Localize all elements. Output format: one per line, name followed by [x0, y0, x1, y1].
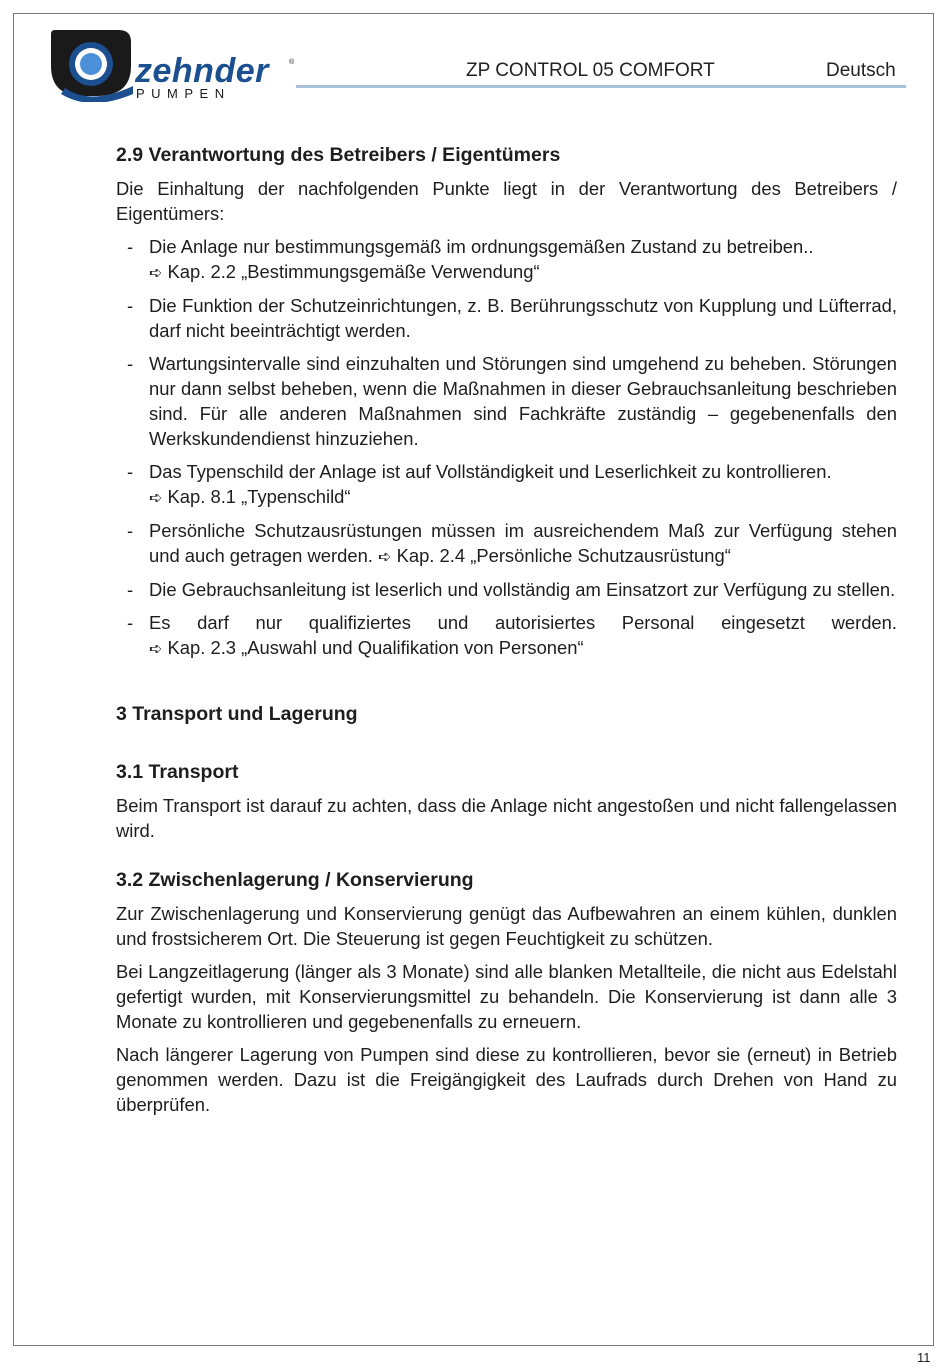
language-label: Deutsch [826, 60, 896, 81]
section-3-2-paragraph: Nach längerer Lagerung von Pumpen sind diese zu kontrollieren, bevor sie (erneut) in Betrieb genommen werden. Dazu ist die Freigängigkeit des Laufrads durch Drehen von Hand zu überprüfen. [116, 1044, 897, 1115]
list-item-text: Persönliche Schutzausrüstungen müssen im ausreichendem Maß zur Verfügung stehen und auch getragen werden. [149, 520, 897, 566]
chapter-reference-link[interactable]: Kap. 8.1 „Typenschild“ [167, 486, 351, 507]
list-item [116, 293, 897, 343]
dash-bullet: - [127, 612, 134, 633]
dash-bullet: - [127, 236, 134, 257]
list-item-text: Es darf nur qualifiziertes und autorisiertes Personal eingesetzt werden. [149, 612, 897, 633]
chapter-reference-link[interactable]: Kap. 2.3 „Auswahl und Qualifikation von Personen“ [167, 637, 584, 658]
list-item-text: Wartungsintervalle sind einzuhalten und Störungen sind umgehend zu beheben. Störungen nur dann selbst beheben, wenn die Maßnahmen in dieser Gebrauchsanleitung beschrieben sind. Für alle anderen Maßnahmen sind Fachkräfte zuständig – gegebenenfalls den Werkskundendienst hinzuziehen. [149, 353, 897, 449]
section-3-2-paragraph: Bei Langzeitlagerung (länger als 3 Monate) sind alle blanken Metallteile, die nicht aus Edelstahl gefertigt wurden, mit Konservierungsmittel zu behandeln. Die Konservierung ist dann alle 3 Monate zu kontrollieren und gegebenenfalls zu erneuern. [116, 961, 897, 1032]
list-item-text: Das Typenschild der Anlage ist auf Vollständigkeit und Leserlichkeit zu kontrollieren. [149, 461, 832, 482]
chapter-reference-link[interactable]: Kap. 2.2 „Bestimmungsgemäße Verwendung“ [167, 261, 540, 282]
dash-bullet: - [127, 461, 134, 482]
responsibility-list [116, 234, 897, 661]
zehnder-logo [47, 26, 297, 102]
arrow-reference-icon: ➪ [149, 263, 163, 282]
page-number: 11 [917, 1350, 931, 1365]
list-item [116, 351, 897, 451]
dash-bullet: - [127, 520, 134, 541]
chapter-reference-link[interactable]: Kap. 2.4 „Persönliche Schutzausrüstung“ [396, 545, 731, 566]
list-item-text: Die Anlage nur bestimmungsgemäß im ordnungsgemäßen Zustand zu betreiben.. [149, 236, 814, 257]
logo-subtitle: PUMPEN [136, 86, 231, 101]
page-content [116, 142, 897, 1117]
document-title: ZP CONTROL 05 COMFORT [466, 60, 715, 81]
section-2-9-intro: Die Einhaltung der nachfolgenden Punkte liegt in der Verantwortung des Betreibers / Eigentümers: [116, 178, 897, 224]
section-3-2-paragraph: Zur Zwischenlagerung und Konservierung genügt das Aufbewahren an einem kühlen, dunklen und frostsicherem Ort. Die Steuerung ist gegen Feuchtigkeit zu schützen. [116, 903, 897, 949]
section-2-9-heading: 2.9 Verantwortung des Betreibers / Eigentümers [116, 144, 561, 166]
header-divider [296, 85, 906, 88]
arrow-reference-icon: ➪ [149, 488, 163, 507]
arrow-reference-icon: ➪ [149, 639, 163, 658]
arrow-reference-icon: ➪ [378, 547, 392, 566]
section-3-heading: 3 Transport und Lagerung [116, 703, 358, 725]
dash-bullet: - [127, 295, 134, 316]
dash-bullet: - [127, 353, 134, 374]
list-item-text: Die Funktion der Schutzeinrichtungen, z. B. Berührungsschutz von Kupplung und Lüfterrad, darf nicht beeinträchtigt werden. [149, 295, 897, 341]
list-item [116, 234, 897, 285]
logo-emblem-icon [47, 26, 137, 102]
logo-registered-mark: ® [289, 59, 295, 66]
section-3-2-heading: 3.2 Zwischenlagerung / Konservierung [116, 869, 474, 891]
logo-wordmark: zehnder [135, 52, 269, 90]
section-3-1-text: Beim Transport ist darauf zu achten, dass die Anlage nicht angestoßen und nicht fallengelassen wird. [116, 795, 897, 841]
list-item [116, 518, 897, 569]
list-item [116, 577, 897, 602]
dash-bullet: - [127, 579, 134, 600]
list-item [116, 459, 897, 510]
list-item [116, 610, 897, 661]
list-item-text: Die Gebrauchsanleitung ist leserlich und vollständig am Einsatzort zur Verfügung zu stellen. [149, 579, 896, 600]
section-3-1-heading: 3.1 Transport [116, 761, 239, 783]
